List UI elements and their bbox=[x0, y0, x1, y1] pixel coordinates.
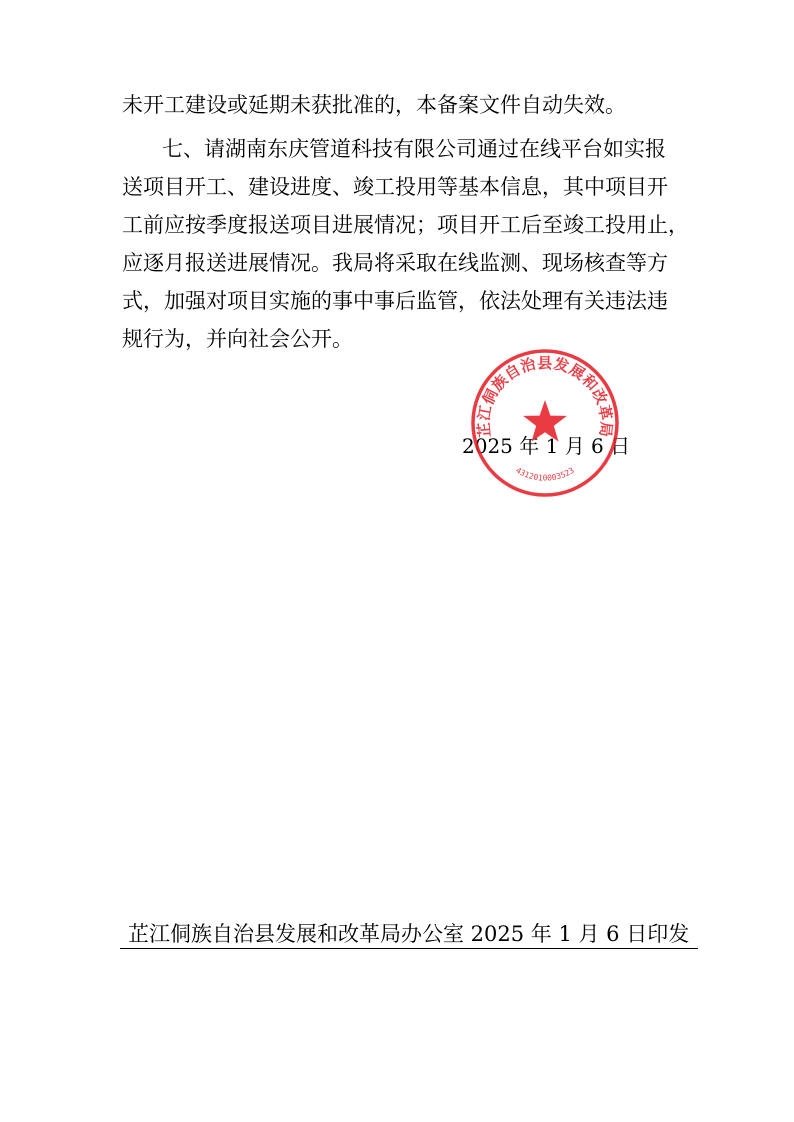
text-line: 七、请湖南东庆管道科技有限公司通过在线平台如实报 bbox=[162, 137, 666, 161]
text-line: 规行为，并向社会公开。 bbox=[122, 327, 353, 351]
paragraph-item-7 bbox=[122, 130, 692, 358]
official-seal-stamp bbox=[470, 348, 620, 498]
seal-code: 4312010003523 bbox=[514, 465, 576, 483]
text-line: 未开工建设或延期未获批准的，本备案文件自动失效。 bbox=[122, 93, 626, 117]
paragraph-continuation bbox=[122, 86, 626, 124]
text-line: 应逐月报送进展情况。我局将采取在线监测、现场核查等方 bbox=[122, 251, 668, 275]
text-line: 工前应按季度报送项目进展情况；项目开工后至竣工投用止， bbox=[122, 213, 689, 237]
signature-date: 2025 年 1 月 6 日 bbox=[462, 434, 631, 458]
text-line: 式，加强对项目实施的事中事后监管，依法处理有关违法违 bbox=[122, 289, 668, 313]
star-icon bbox=[523, 400, 567, 442]
text-line: 送项目开工、建设进度、竣工投用等基本信息，其中项目开 bbox=[122, 175, 668, 199]
footer-print-note: 芷江侗族自治县发展和改革局办公室 2025 年 1 月 6 日印发 bbox=[128, 922, 690, 946]
footer-divider bbox=[120, 948, 698, 949]
seal-text: 芷江侗族自治县发展和改革局 bbox=[474, 353, 616, 439]
